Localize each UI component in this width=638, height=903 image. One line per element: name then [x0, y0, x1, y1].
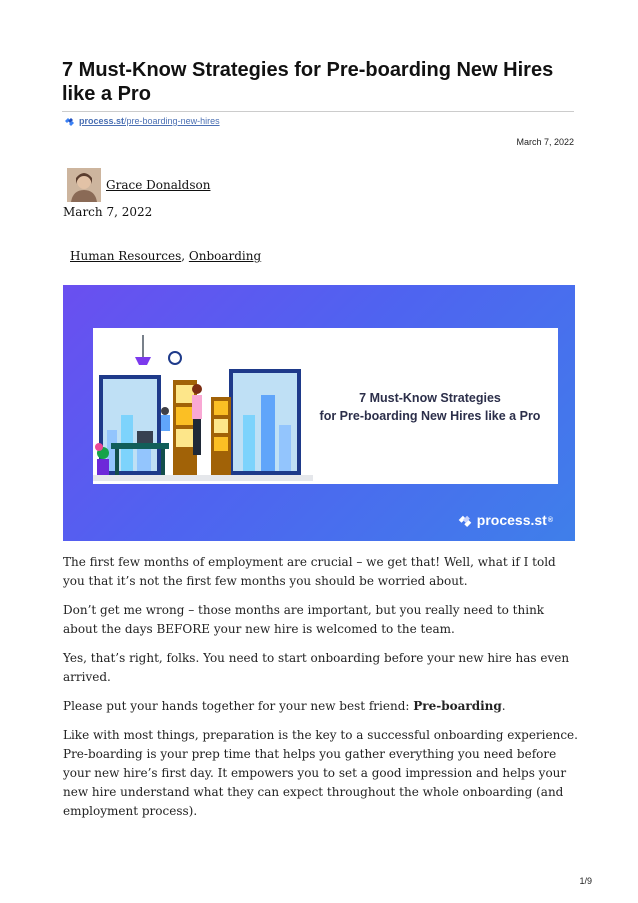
body-paragraph-5: Like with most things, preparation is the key to a successful onboarding experience. Pre-boarding is your prep time that helps you gather everything you need before your new hire’s first day. It empowers you to set a good impression and helps your new hire understand what they can expect throughout the whole onboarding (and employment process).: [63, 728, 578, 818]
process-st-logo-icon: [64, 116, 75, 126]
hero-heading: [300, 389, 560, 425]
category-list: [70, 249, 261, 263]
category-link-onboarding[interactable]: Onboarding: [188, 249, 262, 263]
source-domain: process.st: [79, 116, 125, 126]
body-paragraph-4-lead: Please put your hands together for your new best friend:: [63, 699, 414, 713]
author-link[interactable]: Grace Donaldson: [106, 178, 211, 192]
article-body: [63, 553, 579, 831]
title-divider: [62, 111, 574, 112]
source-path: /pre-boarding-new-hires: [124, 116, 220, 126]
hero-brand-mark: ®: [547, 516, 553, 524]
header-date: March 7, 2022: [516, 137, 574, 147]
body-paragraph-4-bold: Pre-boarding: [413, 699, 502, 713]
page-number: 1/9: [579, 876, 592, 886]
avatar: [67, 168, 101, 202]
category-separator: ,: [181, 249, 189, 263]
hero-brand-name: process.st: [476, 512, 547, 528]
hero-image: [63, 285, 575, 541]
hero-brand: [457, 512, 553, 528]
hero-heading-line-2: for Pre-boarding New Hires like a Pro: [319, 409, 541, 423]
author-photo: [67, 168, 101, 202]
source-link[interactable]: [64, 116, 220, 126]
post-date: March 7, 2022: [63, 205, 153, 219]
body-paragraph-1: The first few months of employment are crucial – we get that! Well, what if I told you that it’s not the first few months you should be worried about.: [63, 555, 556, 588]
body-paragraph-2: Don’t get me wrong – those months are important, but you really need to think about the days BEFORE your new hire is welcomed to the team.: [63, 603, 545, 636]
category-link-human-resources[interactable]: Human Resources: [70, 249, 182, 263]
hero-heading-line-1: 7 Must-Know Strategies: [359, 391, 501, 405]
body-paragraph-4-end: .: [501, 699, 506, 713]
page-title: 7 Must-Know Strategies for Pre-boarding New Hires like a Pro: [62, 59, 554, 105]
body-paragraph-3: Yes, that’s right, folks. You need to start onboarding before your new hire has even arrived.: [63, 651, 570, 684]
body-paragraph-4: [63, 697, 579, 716]
process-st-logo-icon: [457, 513, 473, 527]
office-illustration: [93, 335, 313, 485]
